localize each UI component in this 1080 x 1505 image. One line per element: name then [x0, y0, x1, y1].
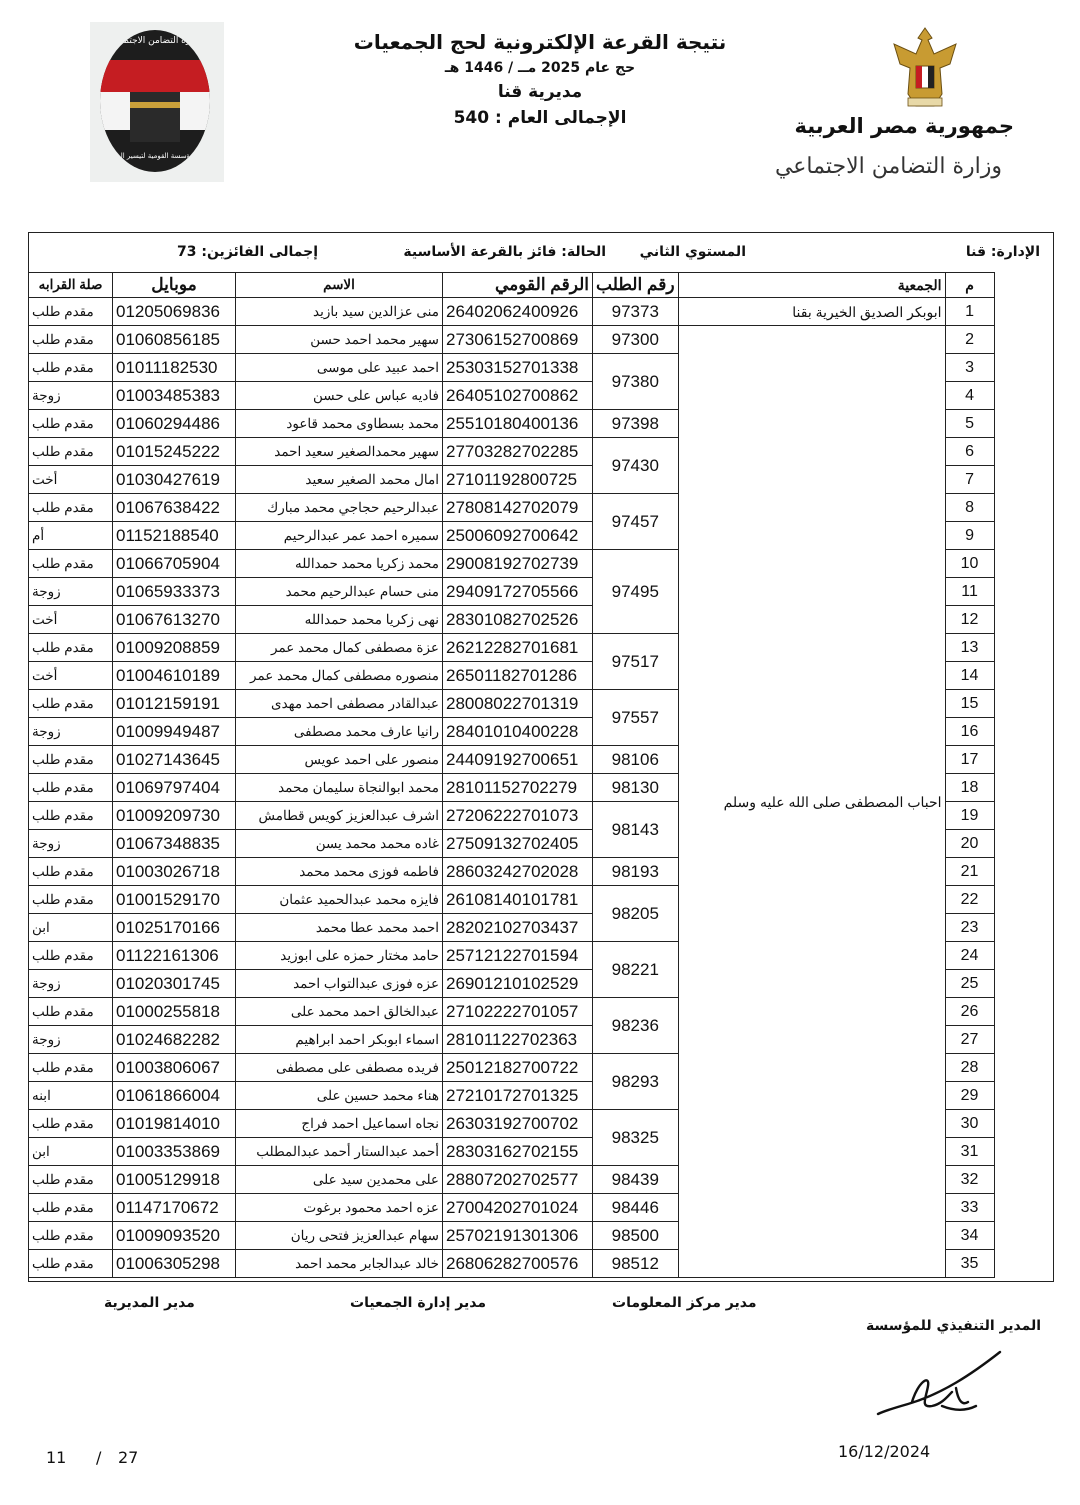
- request-number: 97373: [593, 298, 679, 326]
- row-index: 15: [945, 690, 994, 718]
- national-id: 28807202702577: [443, 1166, 593, 1194]
- relation: مقدم طلب: [29, 998, 113, 1026]
- relation: مقدم طلب: [29, 326, 113, 354]
- row-index: 33: [945, 1194, 994, 1222]
- relation: مقدم طلب: [29, 886, 113, 914]
- mobile-number: 01009949487: [113, 718, 236, 746]
- request-number: 98236: [593, 998, 679, 1054]
- mobile-number: 01027143645: [113, 746, 236, 774]
- request-number: 98500: [593, 1222, 679, 1250]
- page-total: 27: [118, 1448, 139, 1467]
- col-header-relation: صلة القرابه: [29, 273, 113, 298]
- row-index: 18: [945, 774, 994, 802]
- row-index: 34: [945, 1222, 994, 1250]
- table-row: [29, 298, 995, 326]
- relation: زوجة: [29, 970, 113, 998]
- national-id: 28008022701319: [443, 690, 593, 718]
- request-number: 97457: [593, 494, 679, 550]
- mobile-number: 01003485383: [113, 382, 236, 410]
- national-id: 26405102700862: [443, 382, 593, 410]
- national-id: 27306152700869: [443, 326, 593, 354]
- relation: أم: [29, 522, 113, 550]
- person-name: سهير محمدالصغير سعيد احمد: [236, 438, 443, 466]
- person-name: على محمدين سيد على: [236, 1166, 443, 1194]
- person-name: فايزه محمد عبدالحميد عثمان: [236, 886, 443, 914]
- table-row: [29, 326, 995, 354]
- national-id: 28202102703437: [443, 914, 593, 942]
- row-index: 29: [945, 1082, 994, 1110]
- mobile-number: 01020301745: [113, 970, 236, 998]
- national-id: 27210172701325: [443, 1082, 593, 1110]
- mobile-number: 01060856185: [113, 326, 236, 354]
- row-index: 22: [945, 886, 994, 914]
- relation: زوجة: [29, 830, 113, 858]
- hajj-year: حج عام 2025 مــ / 1446 هـ: [444, 60, 636, 76]
- col-header-name: الاسم: [236, 273, 443, 298]
- relation: ابنه: [29, 1082, 113, 1110]
- row-index: 30: [945, 1110, 994, 1138]
- relation: مقدم طلب: [29, 1250, 113, 1278]
- row-index: 35: [945, 1250, 994, 1278]
- relation: مقدم طلب: [29, 1222, 113, 1250]
- mobile-number: 01006305298: [113, 1250, 236, 1278]
- request-number: 98106: [593, 746, 679, 774]
- national-id: 27703282702285: [443, 438, 593, 466]
- person-name: امال محمد الصغير سعيد: [236, 466, 443, 494]
- mobile-number: 01025170166: [113, 914, 236, 942]
- relation: مقدم طلب: [29, 410, 113, 438]
- row-index: 10: [945, 550, 994, 578]
- person-name: سميره احمد عمر عبدالرحيم: [236, 522, 443, 550]
- national-id: 27509132702405: [443, 830, 593, 858]
- national-id: 26501182701286: [443, 662, 593, 690]
- row-index: 27: [945, 1026, 994, 1054]
- relation: ابن: [29, 914, 113, 942]
- request-number: 98325: [593, 1110, 679, 1166]
- mobile-number: 01061866004: [113, 1082, 236, 1110]
- request-number: 98130: [593, 774, 679, 802]
- relation: مقدم طلب: [29, 438, 113, 466]
- relation: مقدم طلب: [29, 1194, 113, 1222]
- national-id: 27101192800725: [443, 466, 593, 494]
- mobile-number: 01122161306: [113, 942, 236, 970]
- national-id: 27808142702079: [443, 494, 593, 522]
- request-number: 97430: [593, 438, 679, 494]
- request-number: 98512: [593, 1250, 679, 1278]
- relation: أخت: [29, 466, 113, 494]
- republic-name: جمهورية مصر العربية: [794, 114, 1014, 138]
- mobile-number: 01152188540: [113, 522, 236, 550]
- mobile-number: 01205069836: [113, 298, 236, 326]
- request-number: 98221: [593, 942, 679, 998]
- row-index: 23: [945, 914, 994, 942]
- col-header-org: الجمعية: [678, 273, 945, 298]
- national-id: 28303162702155: [443, 1138, 593, 1166]
- document-titles: [300, 30, 780, 128]
- relation: ابن: [29, 1138, 113, 1166]
- mobile-number: 01015245222: [113, 438, 236, 466]
- mobile-number: 01001529170: [113, 886, 236, 914]
- row-index: 19: [945, 802, 994, 830]
- eagle-emblem-icon: [890, 24, 960, 110]
- table-header-row: [29, 273, 995, 298]
- row-index: 24: [945, 942, 994, 970]
- person-name: فريده مصطفى على مصطفى: [236, 1054, 443, 1082]
- person-name: غاده محمد محمد يسن: [236, 830, 443, 858]
- person-name: رانيا عارف محمد مصطفى: [236, 718, 443, 746]
- assoc-manager-signature-label: مدير إدارة الجمعيات: [350, 1295, 487, 1311]
- national-id: 26303192700702: [443, 1110, 593, 1138]
- row-index: 13: [945, 634, 994, 662]
- issue-date: 16/12/2024: [838, 1442, 931, 1461]
- row-index: 1: [945, 298, 994, 326]
- row-index: 16: [945, 718, 994, 746]
- org-name: ابوبكر الصديق الخيرية بقنا: [678, 298, 945, 326]
- winners-count: إجمالى الفائزين: 73: [177, 244, 318, 260]
- page-current: 11: [46, 1448, 67, 1467]
- logo-text-top: وزارة التضامن الاجتماعي: [108, 36, 202, 46]
- relation: مقدم طلب: [29, 494, 113, 522]
- request-number: 97398: [593, 410, 679, 438]
- relation: زوجة: [29, 718, 113, 746]
- mobile-number: 01067638422: [113, 494, 236, 522]
- mobile-number: 01019814010: [113, 1110, 236, 1138]
- mobile-number: 01000255818: [113, 998, 236, 1026]
- national-id: 25712122701594: [443, 942, 593, 970]
- request-number: 98143: [593, 802, 679, 858]
- mobile-number: 01024682282: [113, 1026, 236, 1054]
- info-manager-signature-label: مدير مركز المعلومات: [612, 1295, 757, 1311]
- person-name: محمد زكريا محمد حمدالله: [236, 550, 443, 578]
- row-index: 6: [945, 438, 994, 466]
- row-index: 31: [945, 1138, 994, 1166]
- national-id: 27102222701057: [443, 998, 593, 1026]
- relation: مقدم طلب: [29, 634, 113, 662]
- person-name: منى عزالدين سيد بازيد: [236, 298, 443, 326]
- mobile-number: 01003806067: [113, 1054, 236, 1082]
- relation: مقدم طلب: [29, 298, 113, 326]
- national-id: 25510180400136: [443, 410, 593, 438]
- national-id: 29008192702739: [443, 550, 593, 578]
- col-header-mobile: موبايل: [113, 273, 236, 298]
- request-number: 97557: [593, 690, 679, 746]
- person-name: عبدالرحيم حجاجي محمد مبارك: [236, 494, 443, 522]
- national-id: 25702191301306: [443, 1222, 593, 1250]
- grand-total: الإجمالى العام : 540: [453, 108, 627, 128]
- person-name: سهام عبدالعزيز فتحى ريان: [236, 1222, 443, 1250]
- national-id: 25012182700722: [443, 1054, 593, 1082]
- person-name: سهير محمد احمد حسن: [236, 326, 443, 354]
- person-name: منصوره مصطفى كمال محمد عمر: [236, 662, 443, 690]
- row-index: 28: [945, 1054, 994, 1082]
- results-table: [28, 272, 995, 1278]
- row-index: 3: [945, 354, 994, 382]
- national-id: 27004202701024: [443, 1194, 593, 1222]
- person-name: عزه احمد محمود برغوت: [236, 1194, 443, 1222]
- handwritten-signature: [872, 1348, 1006, 1422]
- person-name: فاطمه فوزى محمد محمد: [236, 858, 443, 886]
- row-index: 21: [945, 858, 994, 886]
- national-id: 28401010400228: [443, 718, 593, 746]
- national-id: 26108140101781: [443, 886, 593, 914]
- national-id: 26212282701681: [443, 634, 593, 662]
- row-index: 8: [945, 494, 994, 522]
- relation: مقدم طلب: [29, 354, 113, 382]
- request-number: 98439: [593, 1166, 679, 1194]
- row-index: 14: [945, 662, 994, 690]
- person-name: فاديه عباس على حسن: [236, 382, 443, 410]
- foundation-logo: [90, 22, 224, 182]
- relation: مقدم طلب: [29, 858, 113, 886]
- row-index: 17: [945, 746, 994, 774]
- level-label: المستوي الثاني: [639, 244, 746, 260]
- mobile-number: 01060294486: [113, 410, 236, 438]
- person-name: خالد عبدالجابر محمد احمد: [236, 1250, 443, 1278]
- request-number: 98193: [593, 858, 679, 886]
- person-name: اشرف عبدالعزيز كويس قطامش: [236, 802, 443, 830]
- person-name: احمد عبيد على موسى: [236, 354, 443, 382]
- logo-text-bottom: المؤسسة القومية لتيسير الحج: [111, 152, 199, 160]
- directorate-name: مديرية قنا: [497, 82, 583, 102]
- col-header-request: رقم الطلب: [593, 273, 679, 298]
- person-name: منصور على احمد عويس: [236, 746, 443, 774]
- relation: مقدم طلب: [29, 690, 113, 718]
- request-number: 98205: [593, 886, 679, 942]
- admin-label: الإدارة: قنا: [965, 244, 1040, 260]
- status-label: الحالة: فائز بالقرعة الأساسية: [403, 244, 606, 260]
- ministry-name: وزارة التضامن الاجتماعي: [774, 154, 1002, 179]
- person-name: نهى زكريا محمد حمدالله: [236, 606, 443, 634]
- person-name: منى حسام عبدالرحيم محمد: [236, 578, 443, 606]
- mobile-number: 01012159191: [113, 690, 236, 718]
- person-name: اسماء ابوبكر احمد ابراهيم: [236, 1026, 443, 1054]
- person-name: احمد محمد عطا محمد: [236, 914, 443, 942]
- mobile-number: 01067613270: [113, 606, 236, 634]
- mobile-number: 01011182530: [113, 354, 236, 382]
- relation: زوجة: [29, 382, 113, 410]
- row-index: 9: [945, 522, 994, 550]
- mobile-number: 01003026718: [113, 858, 236, 886]
- person-name: هناء محمد حسين على: [236, 1082, 443, 1110]
- mobile-number: 01009209730: [113, 802, 236, 830]
- mobile-number: 01003353869: [113, 1138, 236, 1166]
- national-id: 27206222701073: [443, 802, 593, 830]
- relation: أخت: [29, 606, 113, 634]
- request-number: 97300: [593, 326, 679, 354]
- relation: مقدم طلب: [29, 942, 113, 970]
- row-index: 2: [945, 326, 994, 354]
- mobile-number: 01147170672: [113, 1194, 236, 1222]
- row-index: 5: [945, 410, 994, 438]
- relation: أخت: [29, 662, 113, 690]
- request-number: 98293: [593, 1054, 679, 1110]
- national-id: 25006092700642: [443, 522, 593, 550]
- national-id: 28301082702526: [443, 606, 593, 634]
- national-id: 26901210102529: [443, 970, 593, 998]
- row-index: 7: [945, 466, 994, 494]
- request-number: 97380: [593, 354, 679, 410]
- relation: مقدم طلب: [29, 1110, 113, 1138]
- relation: زوجة: [29, 578, 113, 606]
- row-index: 12: [945, 606, 994, 634]
- page-title: نتيجة القرعة الإلكترونية لحج الجمعيات: [353, 30, 727, 54]
- person-name: محمد بسطاوى محمد قاعود: [236, 410, 443, 438]
- row-index: 4: [945, 382, 994, 410]
- col-header-index: م: [945, 273, 994, 298]
- row-index: 32: [945, 1166, 994, 1194]
- national-id: 25303152701338: [443, 354, 593, 382]
- person-name: عبدالقادر مصطفى احمد مهدى: [236, 690, 443, 718]
- mobile-number: 01067348835: [113, 830, 236, 858]
- person-name: أحمد عبدالستار أحمد عبدالمطلب: [236, 1138, 443, 1166]
- person-name: عزه فوزى عبدالتواب احمد: [236, 970, 443, 998]
- request-number: 97495: [593, 550, 679, 634]
- row-index: 25: [945, 970, 994, 998]
- relation: مقدم طلب: [29, 1166, 113, 1194]
- page-separator: /: [96, 1448, 102, 1467]
- mobile-number: 01009093520: [113, 1222, 236, 1250]
- row-index: 26: [945, 998, 994, 1026]
- mobile-number: 01069797404: [113, 774, 236, 802]
- national-id: 29409172705566: [443, 578, 593, 606]
- info-bar: [30, 240, 1052, 268]
- national-id: 28101122702363: [443, 1026, 593, 1054]
- org-name: احباب المصطفى صلى الله عليه وسلم: [678, 326, 945, 1278]
- kaaba-emblem: [100, 30, 210, 172]
- national-id: 26806282700576: [443, 1250, 593, 1278]
- row-index: 20: [945, 830, 994, 858]
- national-id: 26402062400926: [443, 298, 593, 326]
- person-name: عزة مصطفى كمال محمد عمر: [236, 634, 443, 662]
- person-name: نجاه اسماعيل احمد فراج: [236, 1110, 443, 1138]
- person-name: عبدالخالق احمد محمد على: [236, 998, 443, 1026]
- exec-director-signature-label: المدير التنفيذي للمؤسسة: [866, 1318, 1042, 1334]
- col-header-national-id: الرقم القومي: [443, 273, 593, 298]
- request-number: 98446: [593, 1194, 679, 1222]
- national-id: 24409192700651: [443, 746, 593, 774]
- director-signature-label: مدير المديرية: [104, 1295, 195, 1311]
- mobile-number: 01009208859: [113, 634, 236, 662]
- request-number: 97517: [593, 634, 679, 690]
- mobile-number: 01065933373: [113, 578, 236, 606]
- relation: مقدم طلب: [29, 1054, 113, 1082]
- mobile-number: 01030427619: [113, 466, 236, 494]
- national-id: 28603242702028: [443, 858, 593, 886]
- relation: مقدم طلب: [29, 802, 113, 830]
- relation: زوجة: [29, 1026, 113, 1054]
- row-index: 11: [945, 578, 994, 606]
- national-id: 28101152702279: [443, 774, 593, 802]
- relation: مقدم طلب: [29, 550, 113, 578]
- person-name: حامد مختار حمزه على ابوزيد: [236, 942, 443, 970]
- person-name: محمد ابوالنجاة سليمان محمد: [236, 774, 443, 802]
- mobile-number: 01005129918: [113, 1166, 236, 1194]
- relation: مقدم طلب: [29, 746, 113, 774]
- relation: مقدم طلب: [29, 774, 113, 802]
- mobile-number: 01066705904: [113, 550, 236, 578]
- mobile-number: 01004610189: [113, 662, 236, 690]
